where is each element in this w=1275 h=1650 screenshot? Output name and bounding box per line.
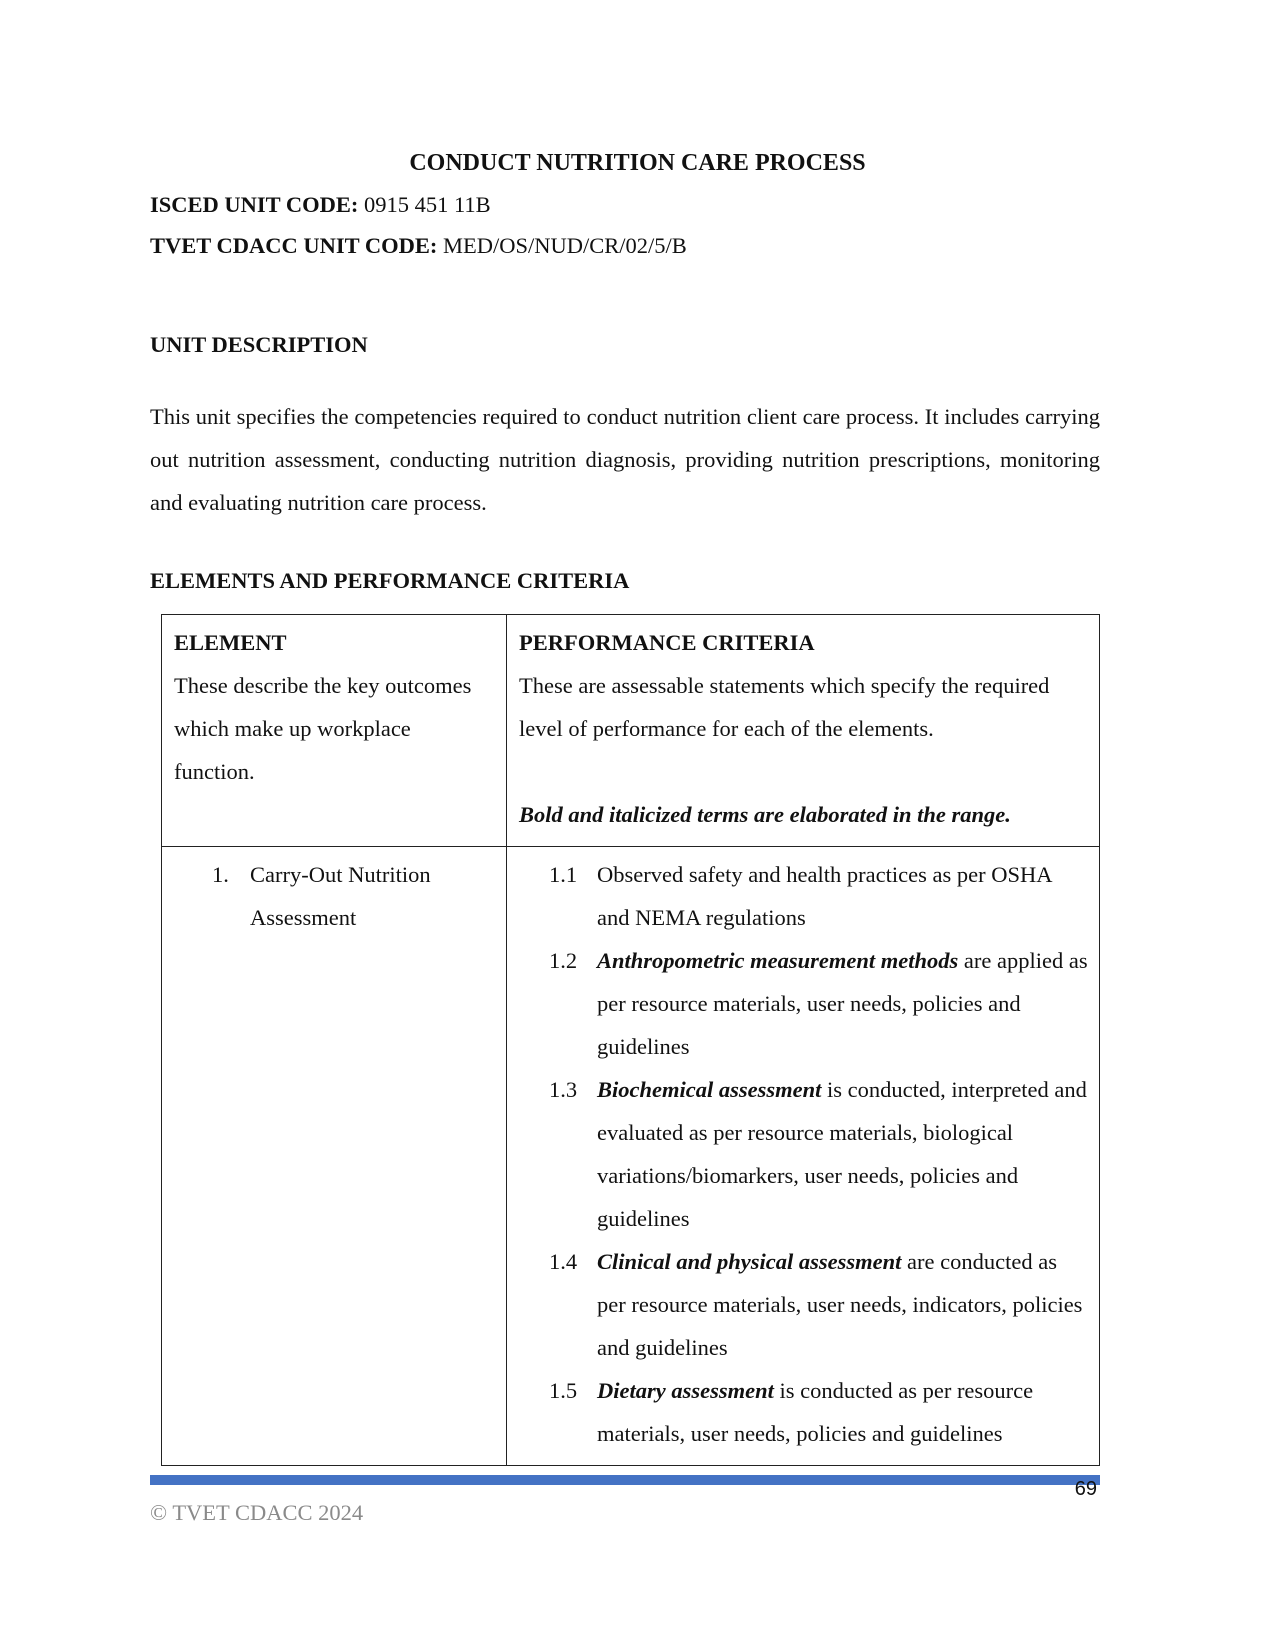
isced-unit-code (150, 192, 491, 218)
criteria-cell (507, 847, 1100, 1466)
footer-divider (150, 1475, 1100, 1485)
criteria-header-cell (507, 615, 1100, 847)
criterion-number: 1.2 (549, 948, 578, 973)
copyright-notice: © TVET CDACC 2024 (150, 1500, 364, 1525)
isced-label: ISCED UNIT CODE: (150, 192, 359, 217)
element-description: These describe the key outcomes which make up workplace function. (174, 673, 472, 784)
criterion-term: Anthropometric measurement methods (597, 948, 959, 973)
elements-heading: ELEMENTS AND PERFORMANCE CRITERIA (150, 568, 630, 593)
element-header-cell (162, 615, 507, 847)
element-label: Carry-Out Nutrition Assessment (250, 862, 431, 930)
criterion-text: Dietary assessment is conducted as per resource materials, user needs, policies and guidelines (597, 1378, 1034, 1446)
criterion-number: 1.3 (549, 1077, 578, 1102)
criterion-text: Biochemical assessment is conducted, interpreted and evaluated as per resource materials, biological variations/biomarkers, user needs, policies and guidelines (597, 1077, 1087, 1231)
unit-description-heading: UNIT DESCRIPTION (150, 332, 368, 357)
element-item (174, 853, 496, 939)
elements-criteria-table (161, 614, 1100, 1466)
tvet-unit-code (150, 233, 687, 259)
criterion-term: Dietary assessment (597, 1378, 774, 1403)
tvet-value: MED/OS/NUD/CR/02/5/B (437, 233, 687, 258)
criterion-text: Observed safety and health practices as per OSHA and NEMA regulations (597, 862, 1052, 930)
criterion-text: Clinical and physical assessment are conducted as per resource materials, user needs, indicators, policies and guidelines (597, 1249, 1083, 1360)
criterion-term: Biochemical assessment (597, 1077, 822, 1102)
table-header-row (162, 615, 1100, 847)
criterion-1-3 (519, 1068, 1089, 1240)
criteria-note: Bold and italicized terms are elaborated in the range. (519, 802, 1011, 827)
criterion-number: 1.4 (549, 1249, 578, 1274)
criterion-text: Anthropometric measurement methods are applied as per resource materials, user needs, policies and guidelines (597, 948, 1088, 1059)
element-number: 1. (212, 862, 229, 887)
document-title: CONDUCT NUTRITION CARE PROCESS (409, 150, 866, 176)
criteria-header: PERFORMANCE CRITERIA (519, 630, 815, 655)
criterion-number: 1.5 (549, 1378, 578, 1403)
tvet-label: TVET CDACC UNIT CODE: (150, 233, 438, 258)
table-row (162, 847, 1100, 1466)
element-cell (162, 847, 507, 1466)
criteria-description: These are assessable statements which specify the required level of performance for each of the elements. (519, 673, 1050, 741)
element-header: ELEMENT (174, 630, 287, 655)
criterion-1-4 (519, 1240, 1089, 1369)
unit-description-text: This unit specifies the competencies required to conduct nutrition client care process. It includes carrying out nutrition assessment, conducting nutrition diagnosis, providing nutrition prescriptions, monitoring and evaluating nutrition care process. (150, 404, 1100, 515)
page-number: 69 (1074, 1478, 1097, 1500)
criterion-number: 1.1 (549, 862, 578, 887)
criterion-1-1 (519, 853, 1089, 939)
isced-value: 0915 451 11B (358, 192, 491, 217)
criterion-1-2 (519, 939, 1089, 1068)
criterion-term: Clinical and physical assessment (597, 1249, 902, 1274)
criterion-1-5 (519, 1369, 1089, 1455)
